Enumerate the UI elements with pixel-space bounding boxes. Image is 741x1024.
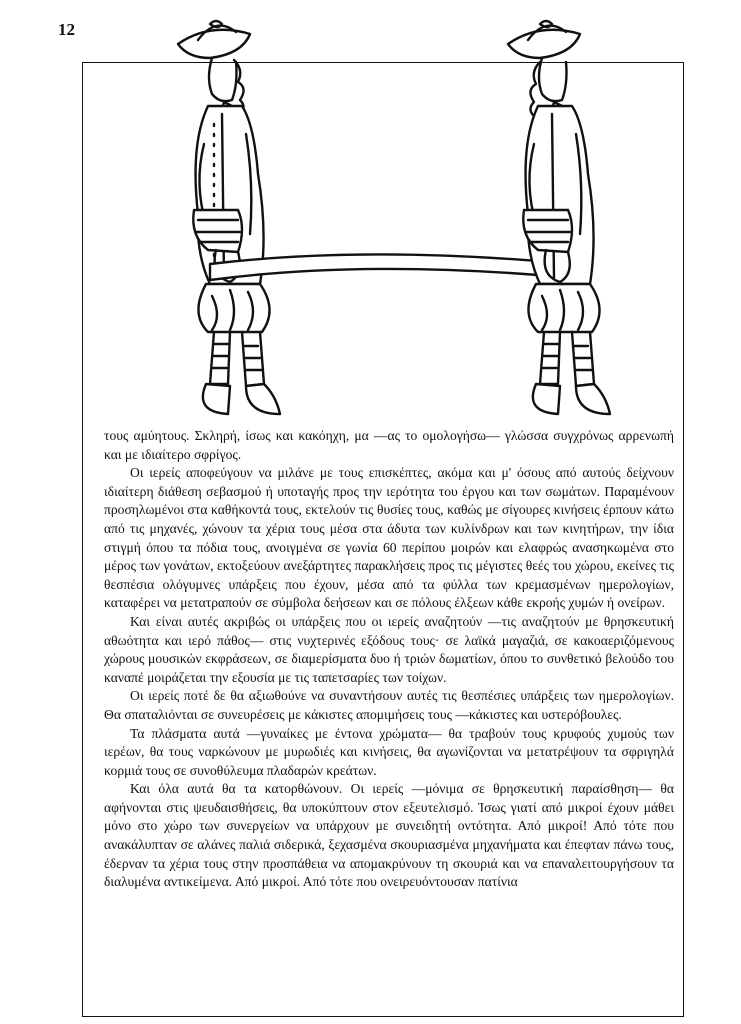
paragraph: Οι ιερείς ποτέ δε θα αξιωθούνε να συναντήσουν αυτές τις θεσπέσιες υπάρξεις των ημερολογίων. Θα σπαταλιόνται σε συνευρέσεις με κάκιστες απομιμήσεις τους —κάκιστες και υστερόβουλες. [104, 688, 674, 722]
paragraph: Και όλα αυτά θα τα κατορθώνουν. Οι ιερείς —μόνιμα σε θρησκευτική παραίσθηση— θα αφήνονται στις ψευδαισθήσεις, θα υποκύπτουν στον εξευτελισμό. Ίσως γιατί από μικροί έχουν μάθει μόνο στο χώρο των συνεργείων να υπάρχουν με συνειδητή οντότητα. Από μικροί! Από τότε που ανακάλυπταν σε αλάνες παλιά σιδερικά, ξεχασμένα σκουριασμένα μηχανήματα και έπεφταν πάνω τους, έδερναν τα χέρια τους στην προσπάθεια να απομακρύνουν τη σκουριά και να επαναλειτουργήσουν τα διαλυμένα αντικείμενα. Από μικροί. Από τότε που ονειρευόντουσαν πατίνια [104, 781, 674, 890]
paragraph: Και είναι αυτές ακριβώς οι υπάρξεις που οι ιερείς αναζητούν —τις αναζητούν με θρησκευτική αθωότητα και ιερό πάθος— στις νυχτερινές εξόδους τους· σε λαϊκά μαγαζιά, σε κακοαεριζόμενους χώρους μουσικών εκφράσεων, σε διαμερίσματα δυο ή τριών δωματίων, όπου το συνθετικό βελούδο του καναπέ μοιράζεται την εξουσία με τις ταπετσαρίες των τοίχων. [104, 613, 674, 685]
body-text [104, 427, 674, 892]
left-figure [178, 21, 280, 414]
page-number: 12 [58, 20, 75, 39]
right-figure [508, 21, 610, 414]
two-men-carrying-pole-woodcut-illustration [150, 14, 650, 424]
paragraph: Τα πλάσματα αυτά —γυναίκες με έντονα χρώματα— θα τραβούν τους κρυφούς χυμούς των ιερέων, θα τους ναρκώνουν με μυρωδιές και κινήσεις, θα αγωνίζονται να μετατρέψουν τα σφριγηλά κορμιά τους σε συνοθύλευμα πλαδαρών κρεάτων. [104, 725, 674, 778]
paragraph: τους αμύητους. Σκληρή, ίσως και κακόηχη, μα —ας το ομολογήσω— γλώσσα συγχρόνως αρρενωπή και με ιδιαίτερο σφρίγος. [104, 428, 674, 462]
paragraph: Οι ιερείς αποφεύγουν να μιλάνε με τους επισκέπτες, ακόμα και μ' όσους από αυτούς δείχνουν ιδιαίτερη διάθεση σεβασμού ή υποταγής προς την ιερότητα του έργου και των σωμάτων. Παραμένουν προσηλωμένοι στα καθήκοντά τους, εκτελούν τις θυσίες τους, καθώς με σίγουρες κινήσεις έρπουν κάτω από τις μηχανές, χώνουν τα χέρια τους μέσα στα άδυτα των κυλίνδρων και των κινητήρων, την ίδια στιγμή όπου τα πόδια τους, ανοιγμένα σε γωνία 60 περίπου μοιρών και ελαφρώς ανασηκωμένα στο μέρος των γονάτων, εκτοξεύουν ανεξάρτητες παρακλήσεις προς τις μέγιστες θεές του χώρου, εκείνες τις θεσπέσια ολόγυμνες υπάρξεις που έχουν, μέσα από τα φύλλα των κρεμασμένων ημερολογίων, καταφέρει να μετατραπούν σε σύμβολα δεήσεων και σε πόλους έλξεων κάθε εκροής χυμών ή ονείρων. [104, 465, 674, 611]
